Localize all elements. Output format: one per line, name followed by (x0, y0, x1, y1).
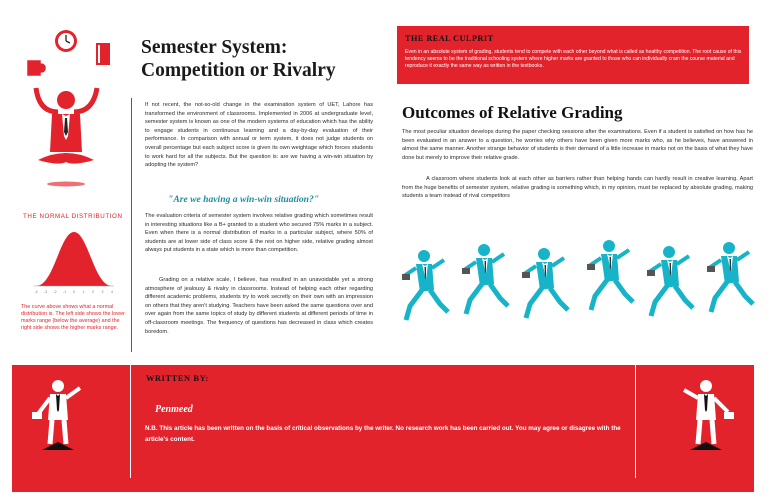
distribution-tick-label: -3 (43, 290, 48, 294)
mug-icon (28, 61, 45, 75)
evaluation-paragraph: The evaluation criteria of semester system involves relative grading which sometimes result in interesting situations like a B+ granted to a student who secured 75% marks in a subject. Even when there is a normal distribution of marks in a particular subject, where 50% of students are at lower side of class score & the rest on higher side, relative grading almost always put students in a state which is more than competition. (145, 213, 373, 254)
column-divider (131, 98, 132, 352)
outcomes-title: Outcomes of Relative Grading (402, 103, 623, 122)
businessman-figure-right (676, 378, 738, 458)
real-culprit-text: Even in an absolute system of grading, students tend to compete with each other beyond what is called as healthy competition. The root cause of this tendency seems to be the traditional schooling system where higher marks are granted to those who can individually cram the course material and reproduce it exactly the same way as written in the textbooks. (405, 49, 742, 70)
written-by-label: WRITTEN BY: (146, 374, 209, 383)
distribution-tick-label: -4 (34, 290, 38, 294)
title-line-2: Competition or Rivalry (141, 60, 336, 81)
distribution-title: THE NORMAL DISTRIBUTION (23, 213, 123, 220)
title-line-1: Semester System: (141, 37, 288, 58)
distribution-caption: The curve above shows what a normal distribution is. The left side shows the lower marks range (below the average) and the right side shows the higher marks range. (21, 304, 125, 331)
outcomes-paragraph-2: A classroom where students look at each other as barriers rather than helping hands can hardly result in creative learning. Apart from the huge benefits of semester system, relative grading is something which, in my opinion, must be replaced by absolute grading, making students a team instead of rival competitors (402, 176, 753, 200)
meditating-figure-illustration (14, 24, 126, 206)
pull-quote: "Are we having a win-win situation?" (168, 194, 320, 205)
author-pen-name: Penmeed (155, 404, 193, 415)
distribution-tick-label: -1 (62, 290, 67, 294)
distribution-tick-label: 3 (101, 290, 104, 294)
distribution-tick-label: 4 (111, 290, 113, 294)
distribution-tick-label: 2 (92, 290, 94, 294)
distribution-tick-label: 0 (73, 290, 75, 294)
distribution-tick-label: 1 (82, 290, 85, 294)
real-culprit-heading: THE REAL CULPRIT (405, 34, 494, 43)
businessman-figure-left (28, 378, 90, 458)
article-title (141, 36, 376, 82)
normal-distribution-curve (28, 224, 120, 296)
distribution-tick-labels (34, 290, 113, 294)
clock-icon (55, 30, 77, 52)
rivalry-paragraph: Grading on a relative scale, I believe, has resulted in an unavoidable yet a strong atmosphere of jealousy & rivalry in classrooms. Instead of helping each other regarding different academic problems, students try to work secretly on their own with an impression on others that they aren't studying. Teachers have been asked the same questions over and over again from the same topics of study by different students at different periods of time in off-classroom meetings. The frequency of questions has decreased in class which creates boredom. (145, 277, 373, 335)
banner-divider-right (635, 365, 636, 478)
running-businessmen-illustration (392, 236, 762, 324)
outcomes-paragraph-1: The most peculiar situation develops during the paper checking sessions after the examinations. Even if a student is satisfied on how has he been evaluated in an answer to a question, he worries why others have been given more marks who, as he believes, have answered in almost the same manner. Another strange behavior of students is their demand of a little increase in marks not on the basis of what they have done but merely to improve their relative grade. (402, 129, 753, 161)
disclaimer-note: N.B. This article has been written on the basis of critical observations by the writer. No research work has been carried out. You may agree or disagree with the article's content. (145, 425, 621, 443)
distribution-tick-label: -2 (53, 290, 57, 294)
intro-paragraph: If not recent, the not-so-old change in the examination system of UET, Lahore has transformed the environment of classrooms. Implemented in 2006 at undergraduate level, semester system is known as one of the modern systems of education which has the ability to engage students in continuous learning and a day-by-day evaluation of their performance. In comparison with annual or term system, it does not judge students on overall percentage but each subject score is given its own weightage which forces students to work hard for all the subjects. But the question is: are we having a win-win situation by adopting the system? (145, 102, 373, 169)
banner-divider-left (130, 365, 131, 478)
